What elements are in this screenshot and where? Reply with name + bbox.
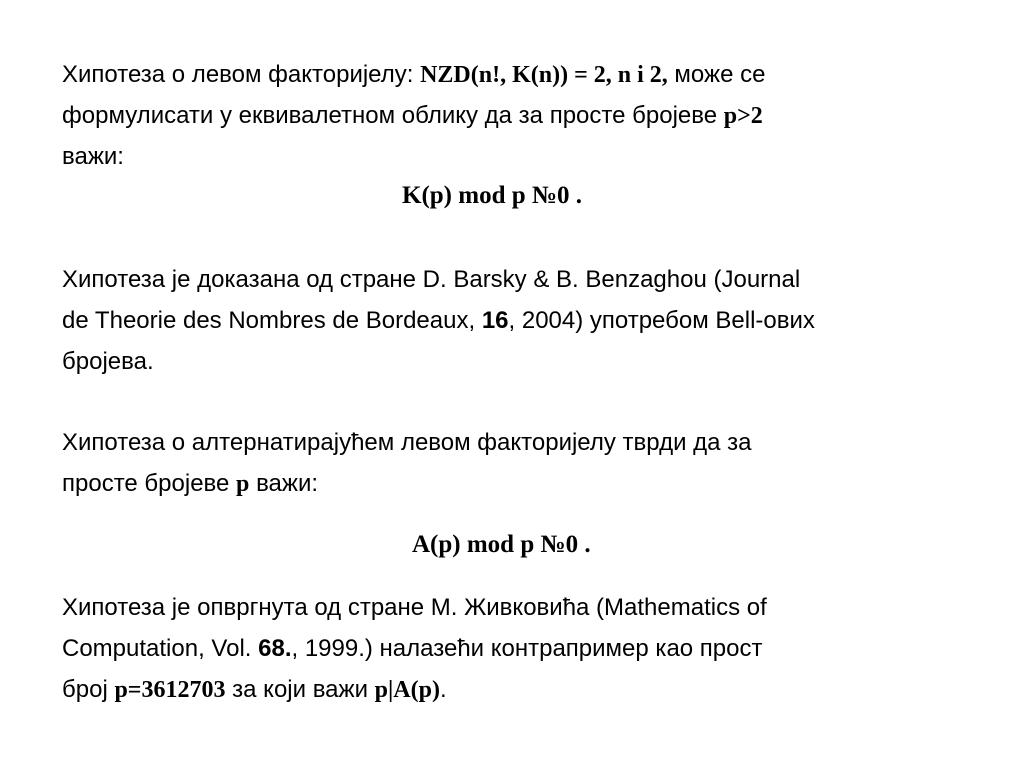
text-run: , 2004) употребом Bell-ових: [508, 307, 815, 334]
formula-k-mod-p: K(p) mod p №0 .: [402, 182, 583, 209]
paragraph-2-line-2: [62, 306, 815, 336]
volume-number: 68.: [258, 635, 292, 662]
text-run: Хипотеза је доказана од стране D. Barsky & B. Benzaghou (Journal: [62, 266, 801, 293]
paragraph-4-line-1: [62, 593, 767, 623]
text-run: важи:: [249, 470, 319, 497]
text-run: може се: [667, 61, 766, 88]
paragraph-3-line-1: [62, 428, 752, 458]
text-run: .: [439, 676, 447, 703]
paragraph-1-line-3: [62, 142, 124, 172]
paragraph-1-line-2: [62, 101, 763, 131]
paragraph-4-line-3: [62, 675, 447, 705]
paragraph-2-line-3: [62, 347, 154, 377]
paragraph-1-line-1: [62, 60, 765, 90]
text-run: , 1999.) налазећи контрапример као прост: [291, 635, 763, 662]
paragraph-4-line-2: [62, 634, 763, 664]
math-nzd-expression: NZD(n!, K(n)) = 2, n і 2,: [420, 62, 668, 88]
text-run: Computation, Vol.: [62, 635, 259, 662]
text-run: de Theorie des Nombres de Bordeaux,: [62, 307, 482, 334]
math-p: p: [236, 471, 250, 497]
volume-number: 16: [481, 307, 509, 334]
paragraph-2-line-1: [62, 265, 800, 295]
text-run: за који важи: [225, 676, 375, 703]
text-run: важи:: [62, 143, 124, 170]
math-p-greater-2: p>2: [723, 103, 763, 129]
text-run: формулисати у еквивалетном облику да за просте бројеве: [62, 102, 724, 129]
text-run: Хипотеза о алтернатирајућем левом факторијелу тврди да за: [62, 429, 752, 456]
text-run: бројева.: [62, 348, 154, 375]
text-run: Хипотеза је опвргнута од стране М. Живковића (Mathematics of: [62, 594, 767, 621]
math-p-divides-a: p|A(p): [374, 677, 440, 703]
text-run: број: [62, 676, 115, 703]
formula-a-mod-p: A(p) mod p №0 .: [412, 531, 591, 558]
paragraph-3-line-2: [62, 469, 318, 499]
math-p-value: p=3612703: [114, 677, 226, 703]
text-run: Хипотеза о левом факторијелу:: [62, 61, 421, 88]
text-run: просте бројеве: [62, 470, 237, 497]
